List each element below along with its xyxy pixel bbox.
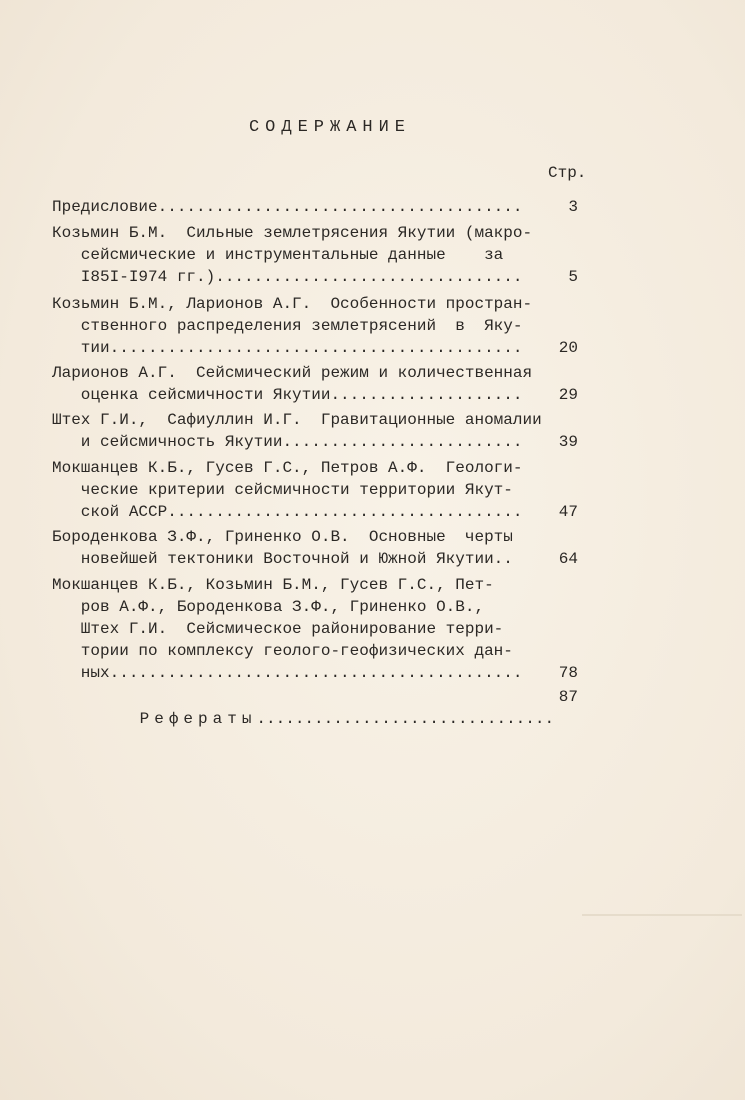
toc-referaty-page: 87	[558, 688, 578, 706]
toc-page-number: 5	[568, 268, 578, 286]
toc-page-number: 29	[558, 386, 578, 404]
toc-referaty-label: Рефераты	[139, 710, 257, 728]
toc-referaty-dots: ...............................	[256, 710, 555, 728]
toc-page-number: 78	[558, 664, 578, 682]
toc-page-number: 64	[558, 550, 578, 568]
toc-entry-line: и сейсмичность Якутии.........................	[52, 433, 523, 451]
toc-entry-line: ров А.Ф., Бороденкова З.Ф., Гриненко О.В.,	[52, 598, 485, 616]
toc-entry-line: Штех Г.И. Сейсмическое районирование терри-	[52, 620, 504, 638]
toc-entry-line: ных...........................................	[52, 664, 523, 682]
toc-entry-line: тии...........................................	[52, 339, 523, 357]
toc-entry-line: Ларионов А.Г. Сейсмический режим и количественная	[52, 364, 533, 382]
toc-page-number: 47	[558, 503, 578, 521]
toc-entry-line: Мокшанцев К.Б., Козьмин Б.М., Гусев Г.С., Пет-	[52, 576, 494, 594]
toc-entry-line: сейсмические и инструментальные данные за	[52, 246, 504, 264]
paper-smudge	[582, 914, 742, 916]
toc-entry-line: ческие критерии сейсмичности территории Якут-	[52, 481, 513, 499]
toc-entry-line: I85I-I974 гг.)................................	[52, 268, 523, 286]
toc-entry-line: Козьмин Б.М. Сильные землетрясения Якутии (макро-	[52, 224, 533, 242]
toc-entry-line: ской АССР.....................................	[52, 503, 523, 521]
toc-entry-line: Мокшанцев К.Б., Гусев Г.С., Петров А.Ф. Геологи-	[52, 459, 523, 477]
page-column-label: Стр.	[548, 164, 587, 182]
toc-entry-line: новейшей тектоники Восточной и Южной Якутии..	[52, 550, 513, 568]
toc-page-number: 39	[558, 433, 578, 451]
toc-entry-line: Бороденкова З.Ф., Гриненко О.В. Основные черты	[52, 528, 513, 546]
page-title: СОДЕРЖАНИЕ	[248, 118, 412, 137]
toc-entry-line: Козьмин Б.М., Ларионов А.Г. Особенности простран-	[52, 295, 533, 313]
toc-page-number: 20	[558, 339, 578, 357]
toc-entry-line: тории по комплексу геолого-геофизических дан-	[52, 642, 513, 660]
toc-entry-referaty	[52, 686, 555, 728]
toc-entry-line: ственного распределения землетрясений в Яку-	[52, 317, 523, 335]
toc-entry-line: Штех Г.И., Сафиуллин И.Г. Гравитационные аномалии	[52, 411, 542, 429]
toc-entry-line: оценка сейсмичности Якутии....................	[52, 386, 523, 404]
toc-entry-line: Предисловие......................................	[52, 198, 523, 216]
toc-page-number: 3	[568, 198, 578, 216]
